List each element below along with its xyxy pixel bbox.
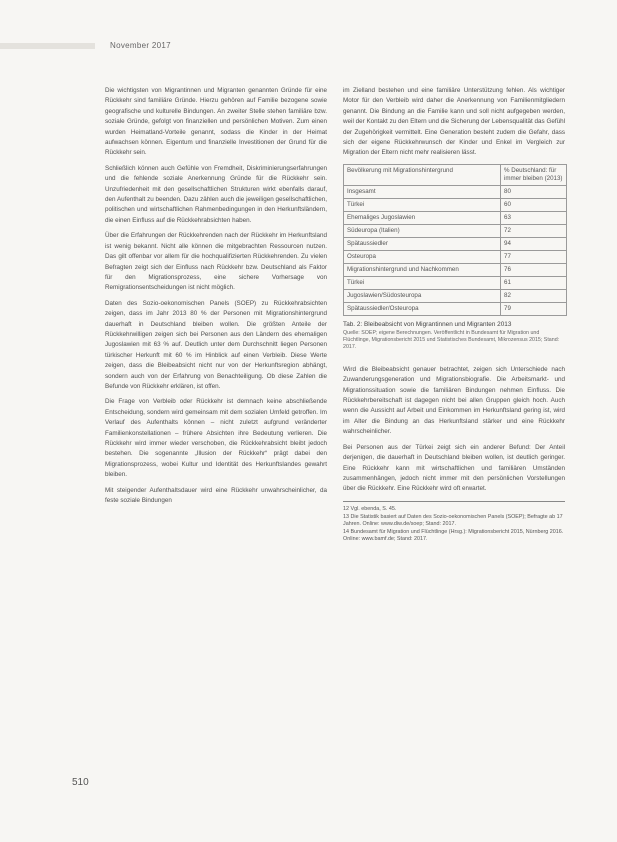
footnote: 13 Die Statistik basiert auf Daten des Sozio-oekonomischen Panels (SOEP); Befragte ab 17 Jahren. Online: www.diw.de/soep; Stand: 2017. [343, 513, 563, 527]
right-column [343, 86, 565, 544]
table-header-cell: Bevölkerung mit Migrationshintergrund [344, 164, 501, 185]
table-caption: Tab. 2: Bleibeabsicht von Migrantinnen und Migranten 2013 [343, 320, 512, 328]
table-cell: Insgesamt [344, 185, 501, 198]
paragraph: Die Frage von Verbleib oder Rückkehr ist demnach keine abschließende Entscheidung, sondern wird gemeinsam mit dem sozialen Umfeld getroffen. Im Verlauf des Aufenthalts können – nicht zuletzt aufgrund veränderter Familienkonstellationen – frühere Absichten ihre Bedeutung verlieren. Die Rückkehr wird immer wieder verschoben, die Rückkehrabsicht bleibt jedoch bestehen. Die sogenannte „Illusion der Rückkehr“ prägt dabei den Migrationsprozess, wobei Kultur und Identität des Herkunftslandes gewahrt bleiben. [105, 398, 327, 479]
header-date: November 2017 [110, 41, 171, 50]
table-cell: Ehemaliges Jugoslawien [344, 211, 501, 224]
table-cell: Südeuropa (Italien) [344, 224, 501, 237]
table-cell: 72 [501, 224, 567, 237]
table-cell: 61 [501, 276, 567, 289]
paragraph: Daten des Sozio-oekonomischen Panels (SOEP) zu Rückkehrabsichten zeigen, dass im Jahr 2013 80 % der Personen mit Migrationshintergrund dauerhaft in Deutschland bleiben wollen. Die größten Anteile der Rückkehrwilligen zeigen sich bei Personen aus den Ländern des ehemaligen Jugoslawien mit 63 % auf. Deutlich unter dem Durchschnitt liegen Personen türkischer Herkunft mit 60 % im Hinblick auf einen Verbleib. Diese Werte zeigen, dass die Bleibeabsicht nicht nur von der Herkunftsregion abhängt, sondern auch von der Erfahrung von Benachteiligung. Ob diese Zahlen die Befunde von Rückkehr erklären, ist offen. [105, 299, 327, 390]
table-row [344, 198, 567, 211]
table-cell: Spätaussiedler [344, 237, 501, 250]
paragraph: im Zielland bestehen und eine familiäre Unterstützung fehlen. Als wichtiger Motor für den Verbleib wird daher die Anerkennung von Familienmitgliedern genannt. Die Bindung an die Familie kann und soll nicht aufgegeben werden, weil der Kontakt zu den Eltern und die Sicherung der Lebensqualität das Gefühl der Zugehörigkeit vermittelt. Eine Generation besteht zudem die Gefahr, dass sich der eigene Rückkehrwunsch der Kinder und Enkel im Vergleich zur Migration der Eltern nicht mehr realisieren lässt. [343, 87, 565, 157]
page-number: 510 [72, 777, 89, 788]
table-cell: 79 [501, 302, 567, 315]
table-row [344, 224, 567, 237]
table-row [344, 185, 567, 198]
footnote: 14 Bundesamt für Migration und Flüchtlinge (Hrsg.): Migrationsbericht 2015, Nürnberg 2016. Online: www.bamf.de; Stand: 2017. [343, 528, 564, 542]
left-column [105, 86, 327, 511]
table-row [344, 302, 567, 315]
header-bar [0, 43, 95, 49]
paragraph: Schließlich können auch Gefühle von Fremdheit, Diskriminierungserfahrungen und die fehlende soziale Anerkennung Gründe für die Rückkehr sein. Unzufriedenheit mit den gesellschaftlichen Strukturen wirkt ebenfalls darauf, den Aufenthalt zu beenden. Dazu zählen auch die jeweiligen gesellschaftlichen, politischen und wirtschaftlichen Rahmenbedingungen in den Herkunftsländern, die einen Einfluss auf die Rückkehrabsichten haben. [105, 164, 327, 224]
table-row [344, 263, 567, 276]
table-header-row [344, 164, 567, 185]
table-cell: Türkei [344, 276, 501, 289]
table-cell: 63 [501, 211, 567, 224]
table-row [344, 276, 567, 289]
table-cell: 76 [501, 263, 567, 276]
paragraph: Über die Erfahrungen der Rückkehrenden nach der Rückkehr im Herkunftsland ist wenig bekannt. Nicht alle können die mitgebrachten Ressourcen nutzen. Das gilt offenbar vor allem für die hochqualifizierten Rückkehrenden. Zu vielen Befragten zeigt sich der Einfluss nach Rückkehr bzw. Deutschland als Faktor für den Migrationsprozess, eine sichere Vorhersage von Remigrationsentscheidungen ist nicht möglich. [105, 232, 327, 292]
table-row [344, 237, 567, 250]
table-row [344, 250, 567, 263]
table-cell: 60 [501, 198, 567, 211]
paragraph: Wird die Bleibeabsicht genauer betrachtet, zeigen sich Unterschiede nach Zuwanderungsgeneration und Migrationsbiografie. Die Arbeitsmarkt- und Migrationssituation sowie die familiären Bindungen nehmen Einfluss. Die Rückkehrbereitschaft ist dagegen nicht bei allen Gruppen gleich hoch. Auch wenn die Aussicht auf Arbeit und Einkommen im Herkunftsland gering ist, wird im Alter die Bindung an das Herkunftsland stärker und eine Rückkehr wahrscheinlicher. [343, 365, 565, 436]
paragraph: Die wichtigsten von Migrantinnen und Migranten genannten Gründe für eine Rückkehr sind familiäre Gründe. Hierzu gehören auf Familie bezogene sowie geografische und kulturelle Bindungen. An zweiter Stelle stehen familiäre bzw. soziale Gründe, gefolgt von finanziellen und persönlichen Motiven. Zum einen wurden Heimatland-Vorteile genannt, sodass die Kinder in der Heimat aufwachsen können. Eigentum und finanzielle Investitionen der Grund für die Rückkehr sein. [105, 87, 327, 157]
table-cell: Jugoslawien/Südosteuropa [344, 289, 501, 302]
paragraph: Mit steigender Aufenthaltsdauer wird eine Rückkehr unwahrscheinlicher, da feste soziale Bindungen [105, 486, 327, 505]
table-cell: Osteuropa [344, 250, 501, 263]
paragraph: Bei Personen aus der Türkei zeigt sich ein anderer Befund: Der Anteil derjenigen, die dauerhaft in Deutschland bleiben wollen, ist deutlich geringer. Eine Rückkehr kann mit wirtschaftlichen und familiären Umständen zusammenhängen, jedoch nicht immer mit den persönlichen Vorstellungen über die Rückkehr. Eine Rückkehr wird oft erwartet. [343, 443, 565, 493]
footnote: 12 Vgl. ebenda, S. 45. [343, 505, 397, 512]
table-row [344, 211, 567, 224]
table-source: Quelle: SOEP; eigene Berechnungen. Veröffentlicht in Bundesamt für Migration und Flüchtlinge, Migrationsbericht 2015 und Statistisches Bundesamt, Mikrozensus 2015; Stand: 2017. [343, 329, 560, 350]
table-cell: 82 [501, 289, 567, 302]
table-row [344, 289, 567, 302]
data-table [343, 164, 567, 316]
footnotes [343, 501, 565, 543]
table-cell: 94 [501, 237, 567, 250]
table-cell: 80 [501, 185, 567, 198]
table-cell: Türkei [344, 198, 501, 211]
table-cell: Migrationshintergrund und Nachkommen [344, 263, 501, 276]
table-header-cell: % Deutschland: für immer bleiben (2013) [501, 164, 567, 185]
table-cell: 77 [501, 250, 567, 263]
table-cell: Spätaussiedler/Osteuropa [344, 302, 501, 315]
